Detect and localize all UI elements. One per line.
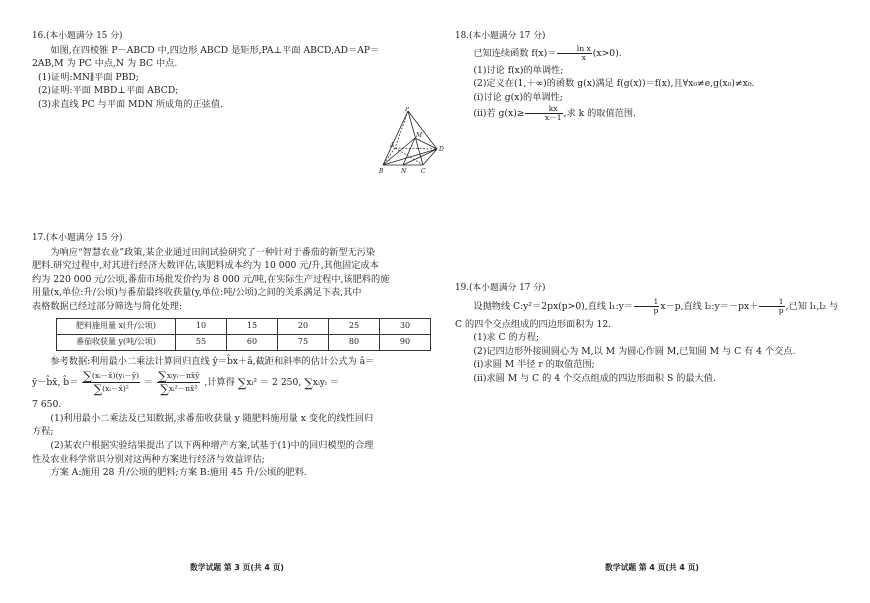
table-cell: 90 (380, 334, 431, 350)
sum-symbol: ∑ (158, 369, 167, 384)
fraction-lnx-over-x: $\frac{\text{ln x}}{x}$ (557, 45, 591, 62)
segment-nd (403, 149, 437, 165)
problem-17-heading: 17.(本小题满分 15 分) (32, 233, 123, 243)
label-m: M (416, 132, 423, 139)
problem-19 (455, 282, 840, 386)
footer-right: 数学试题 第 4 页(共 4 页) (605, 563, 699, 572)
problem-16-line-1: 如图,在四棱锥 P－ABCD 中,四边形 ABCD 是矩形,PA⊥平面 ABCD,AD＝AP＝ (50, 44, 380, 56)
label-a: A (390, 142, 395, 149)
problem-16-heading: 16.(本小题满分 15 分) (32, 31, 123, 41)
table-row (57, 318, 431, 334)
fraction-1-over-p: $\frac{1}{p}$ (634, 298, 659, 315)
problem-18-heading: 18.(本小题满分 17 分) (455, 31, 546, 41)
problem-17-line-3: 约为 220 000 元/公顷,番茄市场批发价约为 8 000 元/吨,在实际生产过程中,该肥料的施 (32, 273, 390, 285)
formula-denominator-2: ∑ xᵢ²－nx̄² (160, 382, 198, 397)
problem-17-q2-b: 性及农业科学常识分别对这两种方案进行经济与效益评估; (32, 453, 265, 465)
problem-17-formula: ȳ－b̂x̄, b̂＝ ∑ (xᵢ－x̄)(yᵢ－ȳ) ∑ (xᵢ－x̄)² ＝ ∑ xᵢyᵢ－nx̄ȳ ∑ xᵢ²－nx̄² ,计算得 ∑ xᵢ² ＝ 2 250, ∑ xᵢyᵢ ＝ (32, 369, 339, 397)
problem-17-q2-c: 方案 A:施用 28 升/公顷的肥料;方案 B:施用 45 升/公顷的肥料. (50, 467, 307, 479)
edge-ad (395, 148, 437, 149)
table-cell: 75 (278, 334, 329, 350)
problem-17-reference-end: 7 650. (32, 399, 62, 411)
label-b: B (379, 168, 384, 175)
problem-18-qi: (ⅰ)讨论 g(x)的单调性; (473, 91, 563, 103)
label-p: P (405, 107, 410, 113)
problem-18 (455, 30, 840, 124)
problem-17 (32, 232, 432, 480)
table-cell: 30 (380, 318, 431, 334)
problem-18-qii: (ⅱ)若 g(x)≥ $\frac{kx}{x-1}$ ,求 k 的取值范围. (473, 104, 636, 123)
sum-symbol: ∑ (160, 382, 169, 397)
problem-18-q1: (1)讨论 f(x)的单调性; (473, 64, 564, 76)
problem-18-line-1: 已知连续函数 f(x)＝ $\frac{\text{ln x}}{x}$ (x>0). (473, 43, 622, 62)
problem-17-line-2: 肥料.研究过程中,对其进行经济大数评估,该肥料成本约为 10 000 元/升,其他固定成本 (32, 260, 379, 272)
problem-17-q2-a: (2)某农户根据实验结果提出了以下两种增产方案,试基于(1)中的回归模型的合理 (50, 439, 374, 451)
segment-mn (403, 138, 415, 165)
problem-16 (32, 30, 432, 112)
label-d: D (439, 146, 444, 153)
sum-symbol: ∑ (304, 375, 313, 390)
problem-19-q1: (1)求 C 的方程; (473, 332, 540, 344)
problem-17-line-5: 表格数据已经过部分筛选与简化处理: (32, 300, 183, 312)
table-row-label: 肥料施用量 x(升/公顷) (57, 318, 176, 334)
problem-17-line-1: 为响应“智慧农业”政策,某企业通过田间试验研究了一种针对于番茄的新型无污染 (50, 246, 376, 258)
problem-17-q1-b: 方程; (32, 426, 54, 438)
problem-16-line-2: 2AB,M 为 PC 中点,N 为 BC 中点. (32, 58, 178, 70)
table-cell: 55 (176, 334, 227, 350)
problem-17-line-4: 用量(x,单位:升/公顷)与番茄最终收获量(y,单位:吨/公顷)之间的关系满足下表,其中 (32, 287, 362, 299)
formula-fraction-2 (157, 370, 200, 395)
table-cell: 25 (329, 318, 380, 334)
data-table (56, 318, 431, 351)
problem-19-qi: (ⅰ)求圆 M 半径 r 的取值范围; (473, 359, 595, 371)
sum-symbol: ∑ (237, 375, 247, 390)
problem-17-reference: 参考数据:利用最小二乘法计算回归直线 ŷ＝b̂x＋â,截距和斜率的估计公式为 â＝ (50, 355, 375, 367)
table-cell: 10 (176, 318, 227, 334)
formula-sum-x2: xᵢ² ＝ 2 250, (246, 377, 302, 389)
formula-lead: ȳ－b̂x̄, b̂＝ (32, 377, 79, 389)
problem-19-line-1: 设抛物线 C:y²＝2px(p>0),直线 l₁:y＝ $\frac{1}{p}$ x－p,直线 l₂:y＝－px＋ $\frac{1}{p}$ ,已知 l₁,l₂ 与 (473, 296, 839, 315)
problem-18-q2: (2)定义在(1,＋∞)的函数 g(x)满足 f(g(x))＝f(x),且∀x₀≠e,g(x₀)≠x₀. (473, 78, 755, 90)
table-row (57, 334, 431, 350)
sum-symbol: ∑ (93, 382, 103, 397)
problem-17-q1-a: (1)利用最小二乘法及已知数据,求番茄收获量 y 随肥料施用量 x 变化的线性回归 (50, 412, 374, 424)
edge-pa (395, 111, 408, 148)
table-cell: 80 (329, 334, 380, 350)
problem-19-heading: 19.(本小题满分 17 分) (455, 283, 546, 293)
table-row-label: 番茄收获量 y(吨/公顷) (57, 334, 176, 350)
problem-19-qii: (ⅱ)求圆 M 与 C 的 4 个交点组成的四边形面积 S 的最大值. (473, 372, 716, 384)
problem-16-q1: (1)证明:MN∥平面 PBD; (38, 71, 139, 83)
fraction-1-over-p: $\frac{1}{p}$ (759, 298, 784, 315)
problem-16-q2: (2)证明:平面 MBD⊥平面 ABCD; (38, 85, 179, 97)
problem-19-q2: (2)记四边形外接圆圆心为 M,以 M 为圆心作圆 M,已知圆 M 与 C 有 4 个交点. (473, 345, 796, 357)
pyramid-figure (377, 107, 462, 177)
fraction-kx-over-x-minus-1: $\frac{kx}{x-1}$ (525, 105, 562, 122)
formula-fraction-1 (82, 370, 140, 395)
formula-denominator-1: ∑ (xᵢ－x̄)² (93, 382, 129, 397)
formula-sum-xy: xᵢyᵢ ＝ (312, 377, 339, 389)
table-cell: 15 (227, 318, 278, 334)
label-c: C (421, 168, 426, 175)
edge-bd (383, 149, 437, 165)
edge-pb (383, 111, 408, 165)
footer-left: 数学试题 第 3 页(共 4 页) (190, 563, 284, 572)
problem-16-q3: (3)求直线 PC 与平面 MDN 所成角的正弦值. (38, 98, 224, 110)
table-cell: 20 (278, 318, 329, 334)
problem-19-line-2: C 的四个交点组成的四边形面积为 12. (455, 318, 612, 330)
formula-numerator-2: ∑ xᵢyᵢ－nx̄ȳ (158, 369, 200, 384)
segment-mb (383, 138, 415, 165)
formula-calc-lead: ,计算得 (204, 377, 235, 389)
sum-symbol: ∑ (83, 369, 92, 384)
formula-numerator-1: ∑ (xᵢ－x̄)(yᵢ－ȳ) (83, 369, 140, 384)
table-cell: 60 (227, 334, 278, 350)
label-n: N (401, 168, 407, 175)
